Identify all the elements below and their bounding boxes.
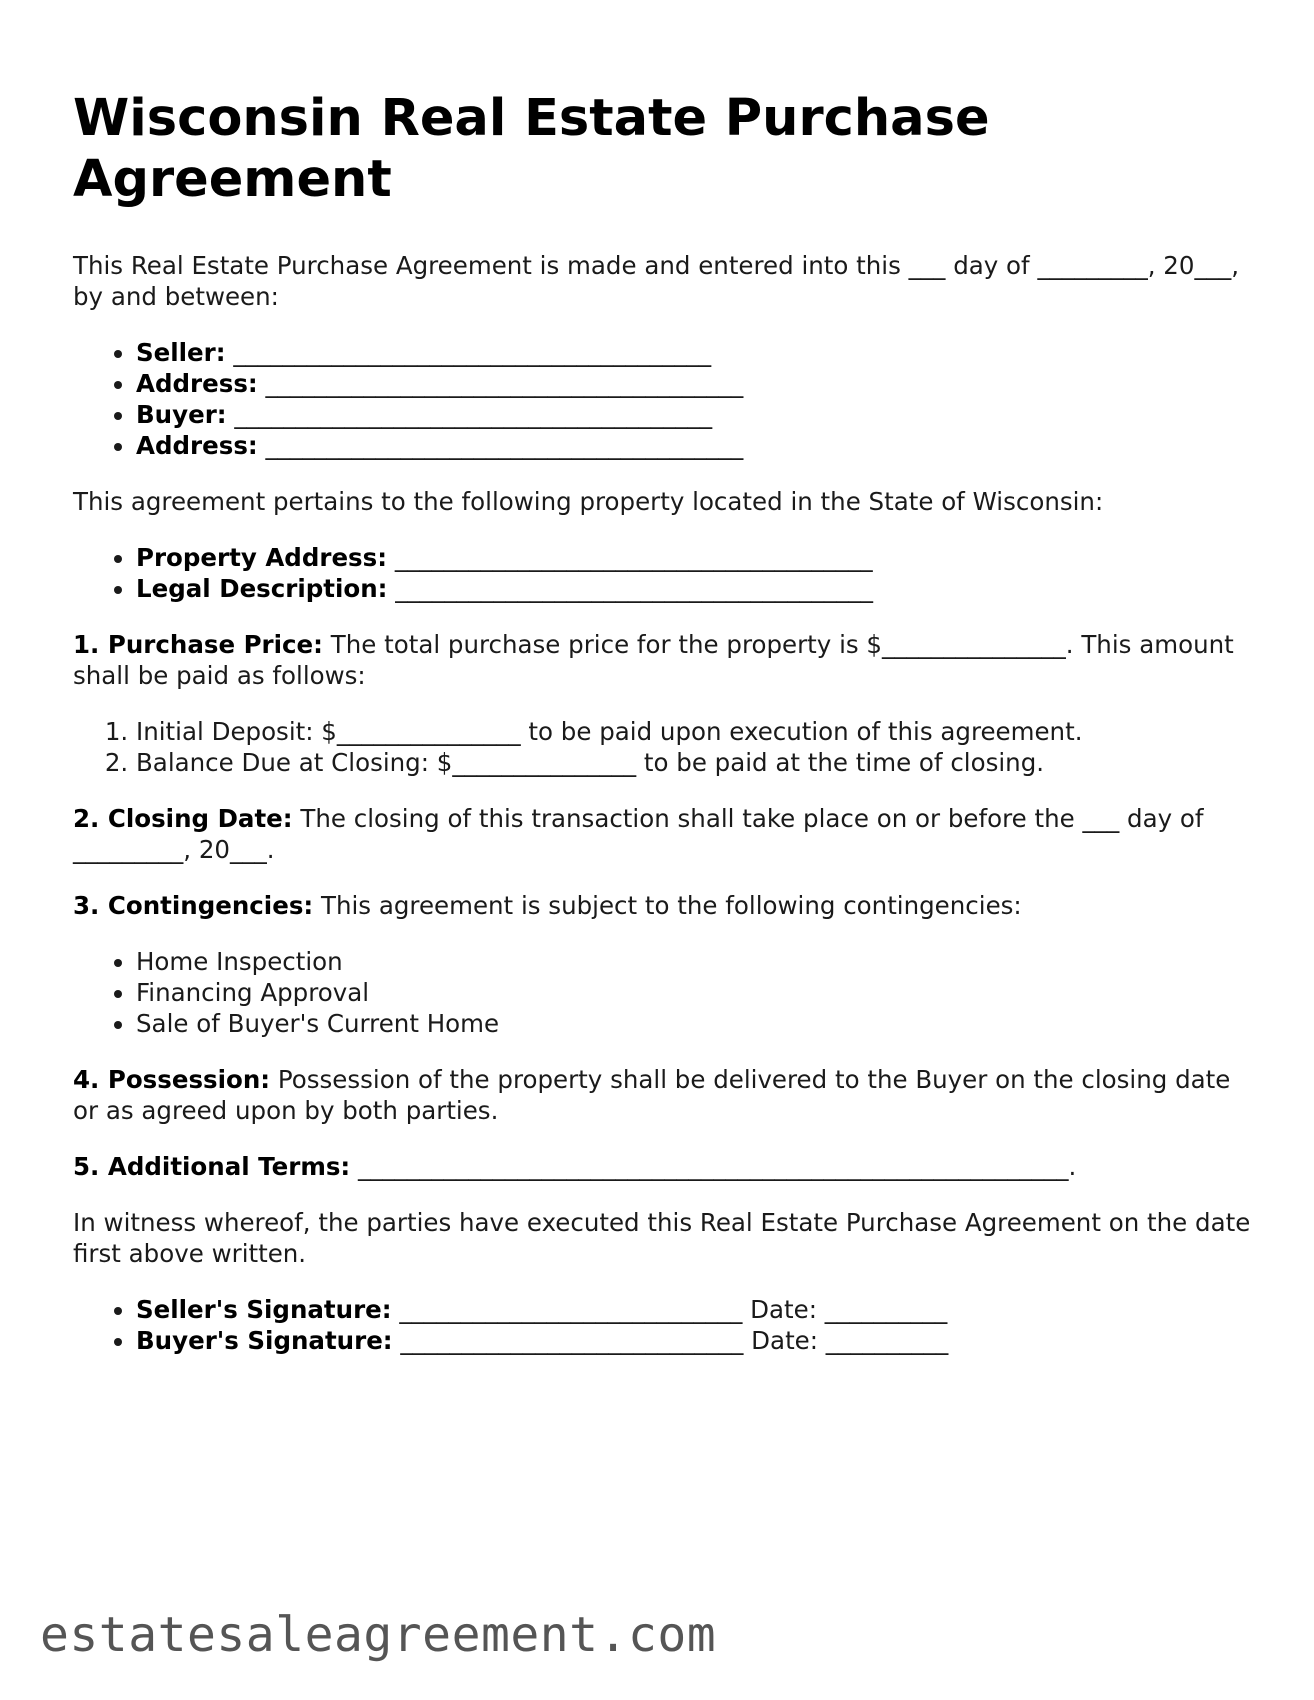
blank-line: _______________________________________ — [257, 369, 744, 398]
list-item — [136, 1325, 1253, 1356]
contingencies-list — [73, 946, 1253, 1039]
field-label: Legal Description: — [136, 574, 388, 603]
section-text: __________________________________________________________. — [350, 1152, 1077, 1181]
section-text: The total purchase price for the property is $_______________. This amount shall be paid as follows: — [73, 630, 1234, 690]
list-item — [136, 337, 1253, 368]
list-item — [136, 573, 1253, 604]
list-item: • Home Inspection — [136, 946, 1253, 977]
witness-paragraph: In witness whereof, the parties have executed this Real Estate Purchase Agreement on the date first above written. — [73, 1208, 1251, 1268]
section-text: The closing of this transaction shall take place on or before the ___ day of _________, 20___. — [73, 804, 1204, 864]
section-contingencies — [73, 890, 1253, 921]
site-watermark: estatesaleagreement.com — [40, 1607, 717, 1663]
intro-paragraph: This Real Estate Purchase Agreement is made and entered into this ___ day of _________, 20___, by and between: — [73, 251, 1239, 311]
section-heading: 3. Contingencies: — [73, 891, 314, 920]
field-label: Address: — [136, 369, 258, 398]
signature-label: Seller's Signature: — [136, 1295, 392, 1324]
list-item — [136, 399, 1253, 430]
document-page — [73, 88, 1253, 1381]
field-label: Address: — [136, 431, 258, 460]
signature-label: Buyer's Signature: — [136, 1326, 393, 1355]
section-text: This agreement is subject to the following contingencies: — [313, 891, 1022, 920]
list-item — [136, 430, 1253, 461]
field-label: Seller: — [136, 338, 226, 367]
blank-line: _______________________________________ — [225, 338, 712, 367]
parties-list — [73, 337, 1253, 461]
property-list — [73, 542, 1253, 604]
list-item: • Financing Approval — [136, 977, 1253, 1008]
section-closing-date — [73, 803, 1253, 865]
section-purchase-price — [73, 629, 1253, 691]
field-label: Property Address: — [136, 543, 388, 572]
list-item — [136, 542, 1253, 573]
section-text: Possession of the property shall be delivered to the Buyer on the closing date or as agreed upon by both parties. — [73, 1065, 1231, 1125]
section-heading: 1. Purchase Price: — [73, 630, 323, 659]
section-heading: 2. Closing Date: — [73, 804, 293, 833]
blank-line: _______________________________________ — [387, 543, 873, 572]
list-item: 1. Initial Deposit: $_______________ to be paid upon execution of this agreement. — [136, 716, 1253, 747]
list-item: 2. Balance Due at Closing: $_______________ to be paid at the time of closing. — [136, 747, 1253, 778]
signature-line: ____________________________ Date: __________ — [392, 1326, 949, 1355]
list-item — [136, 368, 1253, 399]
signatures-list — [73, 1294, 1253, 1356]
list-item: • Sale of Buyer's Current Home — [136, 1008, 1253, 1039]
section-heading: 4. Possession: — [73, 1065, 271, 1094]
section-heading: 5. Additional Terms: — [73, 1152, 351, 1181]
section-additional-terms — [73, 1151, 1253, 1182]
blank-line: _______________________________________ — [257, 431, 744, 460]
signature-line: ____________________________ Date: __________ — [391, 1295, 948, 1324]
section-possession — [73, 1064, 1253, 1126]
field-label: Buyer: — [136, 400, 227, 429]
property-intro: This agreement pertains to the following property located in the State of Wisconsin: — [73, 487, 1104, 516]
document-title: Wisconsin Real Estate Purchase Agreement — [73, 89, 990, 209]
blank-line: _______________________________________ — [226, 400, 713, 429]
blank-line: _______________________________________ — [387, 574, 874, 603]
list-item — [136, 1294, 1253, 1325]
payment-list — [73, 716, 1253, 778]
